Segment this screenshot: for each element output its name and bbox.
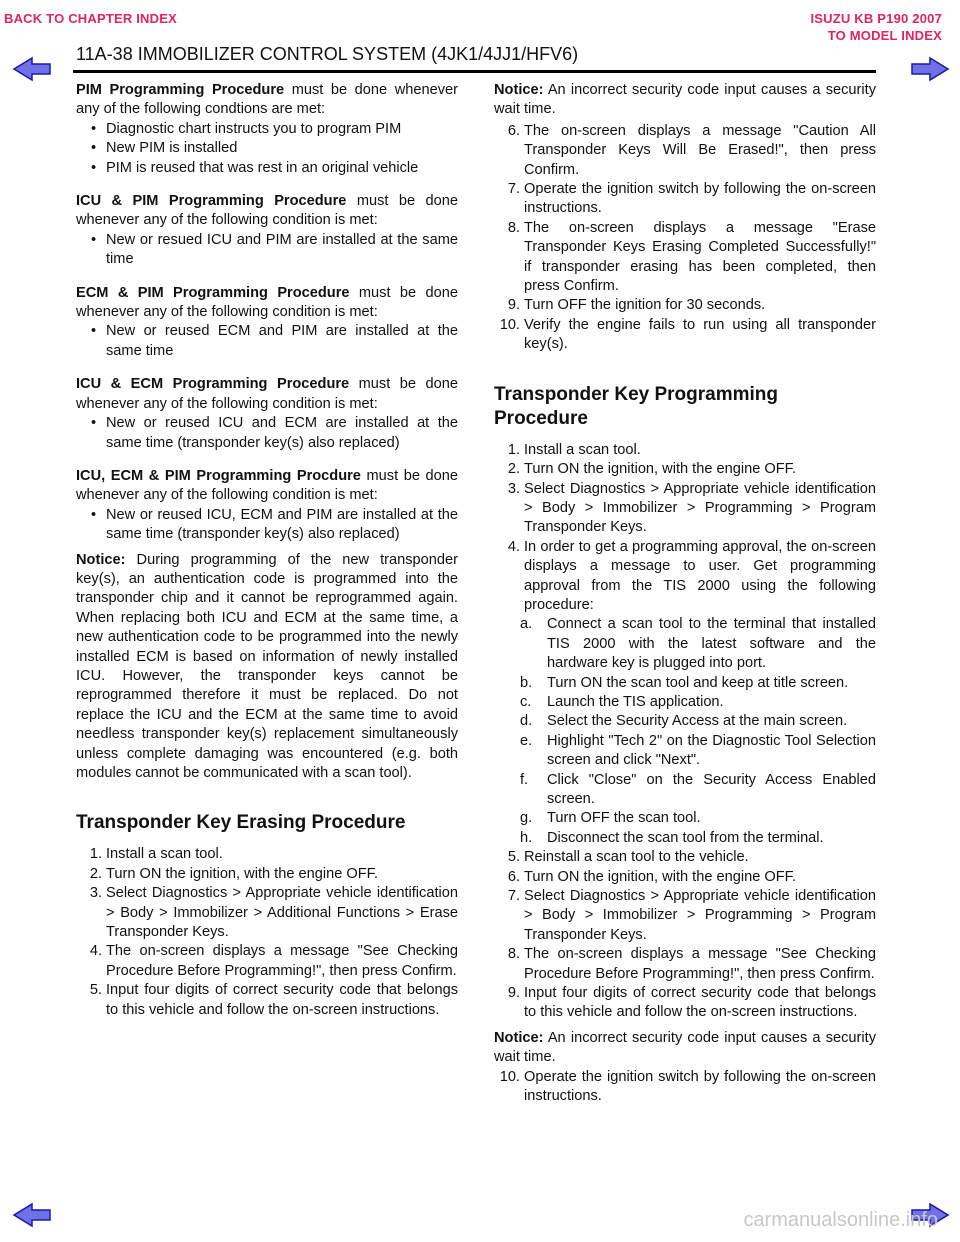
ecm-pim-paragraph: ECM & PIM Programming Procedure must be done whenever any of the following condition is met: [76, 284, 458, 321]
list-item: 2. Turn ON the ignition, with the engine OFF. [507, 461, 797, 478]
sub-list-item: e. Highlight "Tech 2" on the Diagnostic Tool Selection screen and click "Next". [520, 732, 876, 769]
bullet-item: • New or reused ICU, ECM and PIM are installed at the same time (transponder key(s) also replaced) [76, 506, 458, 545]
list-item: 3. Select Diagnostics > Appropriate vehicle identification > Body > Immobilizer > Programming > Program Transponder Keys. [507, 480, 876, 536]
notice-paragraph: Notice: An incorrect security code input causes a security wait time. [494, 82, 876, 118]
sub-list-item: b. Turn ON the scan tool and keep at title screen. [520, 674, 849, 691]
list-item: 6. Turn ON the ignition, with the engine OFF. [507, 868, 797, 885]
list-item: 9. Input four digits of correct security code that belongs to this vehicle and follow the on-screen instructions. [507, 985, 876, 1021]
list-item: 6. The on-screen displays a message "Caution All Transponder Keys Will Be Erased!", then press Confirm. [507, 122, 876, 178]
pim-programming-paragraph: PIM Programming Procedure must be done whenever any of the following condtions are met: [76, 82, 458, 118]
page-title: 11A-38 IMMOBILIZER CONTROL SYSTEM (4JK1/4JJ1/HFV6) [76, 44, 579, 64]
sub-list-item: d. Select the Security Access at the main screen. [520, 713, 848, 730]
list-item: 4. In order to get a programming approval, the on-screen displays a message to user. Get programming approval from the TIS 2000 using the following procedure: [507, 538, 876, 613]
erasing-steps-list [76, 845, 458, 1020]
sub-list-item: h. Disconnect the scan tool from the terminal. [520, 829, 824, 846]
icu-pim-paragraph: ICU & PIM Programming Procedure must be done whenever any of the following condition is met: [76, 193, 458, 229]
notice-paragraph: Notice: An incorrect security code input causes a security wait time. [494, 1029, 876, 1066]
bullet-item: • PIM is reused that was rest in an original vehicle [76, 159, 458, 178]
list-item: 2. Turn ON the ignition, with the engine OFF. [89, 865, 379, 882]
bullet-item: • New or reused ECM and PIM are installed at the same time [76, 322, 458, 361]
sub-list-item: g. Turn OFF the scan tool. [520, 810, 701, 827]
list-item: 1. Install a scan tool. [89, 846, 223, 863]
model-title: ISUZU KB P190 2007 [810, 11, 942, 26]
notice-paragraph: Notice: During programming of the new transponder key(s), an authentication code is programmed into the transponder chip and it cannot be reprogrammed again. When replacing both ICU and ECM at the same time, a new authentication code to be programmed into the newly installed ECM is based on information of newly installed ICU. However, the transponder keys cannot be reprogrammed therefore it must be replaced. Do not replace the ICU and the ECM at the same time to avoid needless transponder key(s) replacement simultaneously unless complete damaging was encountered (e.g. both modules cannot be communicated with a scan tool). [76, 551, 458, 781]
list-item: 7. Operate the ignition switch by following the on-screen instructions. [507, 181, 876, 217]
icu-ecm-paragraph: ICU & ECM Programming Procedure must be done whenever any of the following condition is met: [76, 376, 458, 412]
list-item: 5. Reinstall a scan tool to the vehicle. [507, 849, 749, 866]
list-item: 7. Select Diagnostics > Appropriate vehicle identification > Body > Immobilizer > Programming > Program Transponder Keys. [507, 888, 876, 943]
sub-list-item: a. Connect a scan tool to the terminal that installed TIS 2000 with the latest software and the hardware key is plugged into port. [520, 616, 876, 672]
list-item: 4. The on-screen displays a message "See Checking Procedure Before Programming!", then press Confirm. [89, 943, 458, 979]
prev-page-arrow-icon[interactable] [12, 56, 52, 82]
list-item: 8. The on-screen displays a message "See Checking Procedure Before Programming!", then press Confirm. [507, 946, 876, 982]
watermark: carmanualsonline.info [743, 1209, 938, 1231]
bullet-item: • New or resued ICU and PIM are installed at the same time [76, 231, 458, 270]
list-item: 1. Install a scan tool. [507, 441, 641, 458]
sub-list-item: f. Click "Close" on the Security Access Enabled screen. [520, 771, 876, 807]
next-page-arrow-icon[interactable] [910, 56, 950, 82]
back-to-chapter-link[interactable]: BACK TO CHAPTER INDEX [4, 11, 177, 26]
right-column [494, 81, 876, 1107]
prev-page-arrow-bottom-icon[interactable] [12, 1202, 52, 1228]
programming-procedure-heading: Transponder Key Programming Procedure [494, 383, 779, 429]
header-rule [73, 70, 876, 73]
programming-steps-list [494, 441, 876, 1023]
list-item: 10. Verify the engine fails to run using all transponder key(s). [499, 316, 876, 353]
bullet-item: • New PIM is installed [76, 139, 458, 158]
list-item: 5. Input four digits of correct security code that belongs to this vehicle and follow the on-screen instructions. [89, 982, 458, 1018]
erasing-steps-continued [494, 122, 876, 355]
bullet-item: • Diagnostic chart instructs you to program PIM [76, 120, 458, 139]
icu-ecm-pim-paragraph: ICU, ECM & PIM Programming Procdure must be done whenever any of the following condition is met: [76, 467, 458, 504]
list-item: 3. Select Diagnostics > Appropriate vehicle identification > Body > Immobilizer > Additional Functions > Erase Transponder Keys. [89, 885, 458, 941]
list-item: 9. Turn OFF the ignition for 30 seconds. [507, 297, 766, 314]
bullet-item: • New or reused ICU and ECM are installed at the same time (transponder key(s) also replaced) [76, 414, 458, 453]
erasing-procedure-heading: Transponder Key Erasing Procedure [76, 812, 406, 834]
list-item: 8. The on-screen displays a message "Erase Transponder Keys Erasing Completed Successfully!" if transponder erasing has been completed, then press Confirm. [507, 219, 876, 295]
list-item: 10. Operate the ignition switch by following the on-screen instructions. [499, 1068, 876, 1105]
left-column [76, 81, 458, 1020]
to-model-index-link[interactable]: TO MODEL INDEX [827, 28, 942, 43]
sub-list-item: c. Launch the TIS application. [520, 693, 724, 710]
